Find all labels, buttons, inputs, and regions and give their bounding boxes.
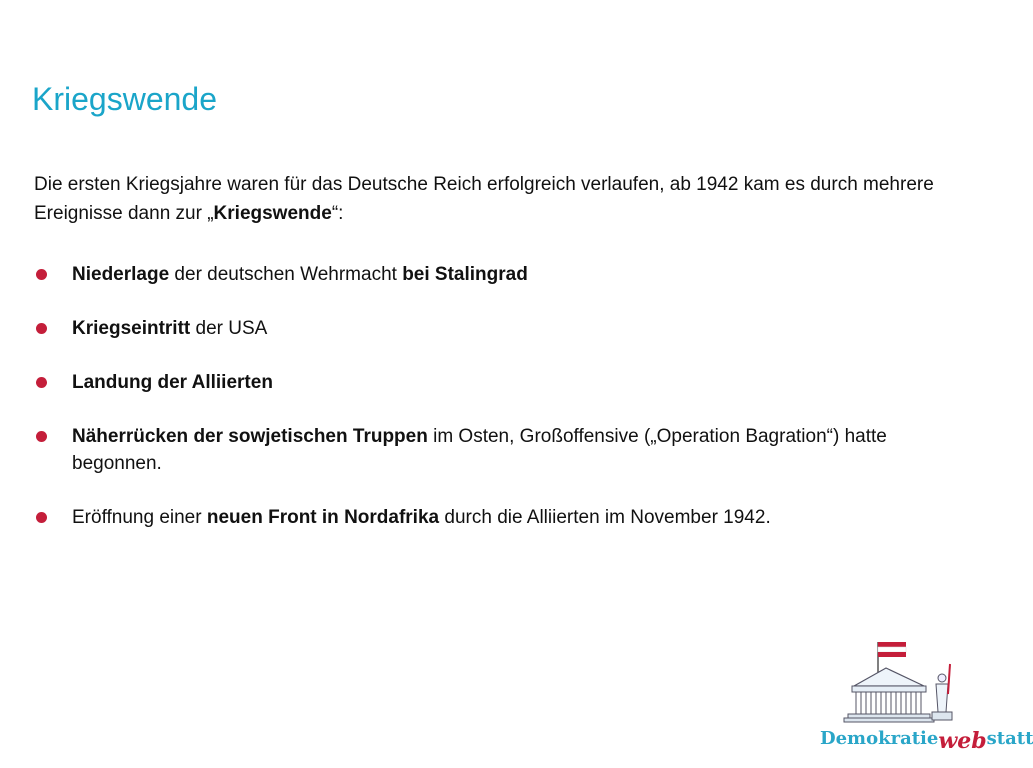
logo-wordmark — [820, 724, 1033, 754]
bullet-dot-icon — [36, 377, 47, 388]
list-item — [34, 261, 964, 288]
bullet-dot-icon — [36, 323, 47, 334]
demokratiewebstatt-logo — [814, 634, 1033, 754]
logo-word-demokratie: Demokratie — [820, 728, 939, 749]
list-item — [34, 315, 964, 342]
bullet-text-1: im Osten, Großoffensive („Operation Bagration“) hatte begonnen. — [72, 426, 887, 474]
list-item — [34, 504, 964, 531]
bullet-list — [34, 261, 964, 558]
intro-text-2: “: — [331, 203, 344, 224]
list-item — [34, 369, 964, 396]
bullet-bold-2: bei Stalingrad — [402, 264, 528, 285]
intro-emphasis: Kriegswende — [213, 203, 332, 224]
bullet-text-1: der deutschen Wehrmacht — [169, 264, 403, 285]
intro-text-1: Die ersten Kriegsjahre waren für das Deutsche Reich erfolgreich verlaufen, ab 1942 kam es durch mehrere Ereignisse dann zur „ — [34, 174, 934, 224]
bullet-bold-1: Näherrücken der sowjetischen Truppen — [72, 426, 428, 447]
bullet-dot-icon — [36, 512, 47, 523]
bullet-text-1: der USA — [190, 318, 268, 339]
bullet-bold-1: Kriegseintritt — [72, 318, 191, 339]
bullet-bold-1: Niederlage — [72, 264, 170, 285]
intro-paragraph — [34, 170, 954, 228]
logo-word-statt: statt — [986, 728, 1033, 749]
bullet-dot-icon — [36, 269, 47, 280]
bullet-bold-1: Landung der Alliierten — [72, 372, 273, 393]
list-item — [34, 423, 964, 477]
slide-title: Kriegswende — [32, 81, 217, 117]
bullet-text-1: Eröffnung einer — [72, 507, 207, 528]
bullet-bold-2: neuen Front in Nordafrika — [206, 507, 440, 528]
bullet-text-2: durch die Alliierten im November 1942. — [439, 507, 771, 528]
logo-word-web: web — [938, 728, 987, 754]
bullet-dot-icon — [36, 431, 47, 442]
